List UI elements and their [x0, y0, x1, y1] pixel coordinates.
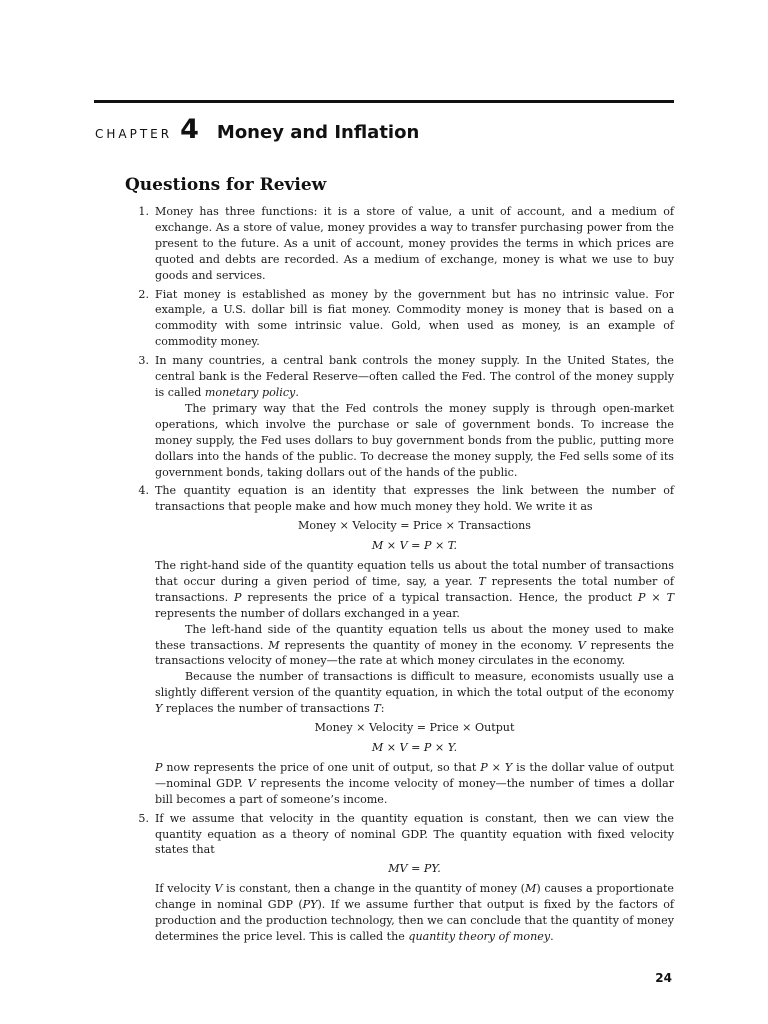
- question-body: [155, 483, 674, 515]
- chapter-heading: [95, 114, 675, 145]
- question-body: [155, 204, 674, 284]
- questions-list: [124, 204, 674, 945]
- paragraph: Because the number of transactions is difficult to measure, economists usually use a slightly different version of the quantity equation, in which the total output of the economy Y replaces the number of transactions T:: [155, 670, 674, 716]
- equation: MV = PY.: [388, 862, 441, 876]
- term-quantity-theory: quantity theory of money: [408, 929, 551, 943]
- chapter-number: 4: [180, 114, 199, 145]
- question-4-continued: [124, 518, 674, 807]
- chapter-label: CHAPTER: [95, 127, 173, 141]
- paragraph: The right-hand side of the quantity equation tells us about the total number of transactions that occur during a given period of time, say, a year. T represents the total number of transactions. P represents the price of a typical transaction. Hence, the product P × T represents the number of dollars exchanged in a year.: [155, 559, 675, 620]
- question-5-continued: [124, 861, 674, 945]
- paragraph: The left-hand side of the quantity equation tells us about the money used to make these transactions. M represents the quantity of money in the economy. V represents the transactions velocity of money—the rate at which money circulates in the economy.: [155, 622, 674, 668]
- question-body: [155, 353, 674, 480]
- question-4: [124, 483, 674, 515]
- paragraph: If we assume that velocity in the quantity equation is constant, then we can view the quantity equation as a theory of nominal GDP. The quantity equation with fixed velocity states that: [155, 811, 674, 857]
- page-number: 24: [655, 971, 672, 985]
- equation: M × V = P × T.: [371, 539, 458, 553]
- paragraph: Fiat money is established as money by the government but has no intrinsic value. For example, a U.S. dollar bill is fiat money. Commodity money is money that is based on a commodity with some intrinsic value. Gold, when used as money, is an example of commodity money.: [155, 287, 674, 349]
- paragraph: Money has three functions: it is a store of value, a unit of account, and a medium of exchange. As a store of value, money provides a way to transfer purchasing power from the present to the future. As a unit of account, money provides the terms in which prices are quoted and debts are recorded. As a medium of exchange, money is what we use to buy goods and services.: [155, 205, 674, 282]
- question-5: [124, 811, 674, 859]
- paragraph: In many countries, a central bank controls the money supply. In the United States, the central bank is the Federal Reserve—often called the Fed. The control of the money supply is called monetary policy.: [155, 354, 674, 399]
- question-number: 5.: [138, 811, 149, 825]
- top-rule: [94, 100, 674, 103]
- section-title: Questions for Review: [125, 175, 327, 195]
- paragraph: The primary way that the Fed controls the money supply is through open-market operations, which involve the purchase or sale of government bonds. To increase the money supply, the Fed uses dollars to buy government bonds from the public, putting more dollars into the hands of the public. To decrease the money supply, the Fed sells some of its government bonds, taking dollars out of the hands of the public.: [155, 401, 674, 479]
- question-number: 3.: [138, 354, 149, 368]
- equation: Money × Velocity = Price × Transactions: [298, 519, 531, 533]
- paragraph: If velocity V is constant, then a change in the quantity of money (M) causes a proportionate change in nominal GDP (PY). If we assume further that output is fixed by the factors of production and the production technology, then we can conclude that the quantity of money determines the price level. This is called the quantity theory of money.: [155, 882, 674, 943]
- question-1: [124, 204, 674, 284]
- chapter-title: Money and Inflation: [216, 122, 420, 143]
- question-3: [124, 353, 674, 480]
- equation: Money × Velocity = Price × Output: [314, 721, 515, 735]
- question-body: [155, 287, 674, 351]
- question-number: 2.: [138, 287, 149, 301]
- paragraph: The quantity equation is an identity that expresses the link between the number of transactions that people make and how much money they hold. We write it as: [155, 484, 674, 514]
- term-monetary-policy: monetary policy: [204, 385, 296, 399]
- equation: M × V = P × Y.: [371, 741, 458, 754]
- question-2: [124, 287, 674, 351]
- paragraph: P now represents the price of one unit of output, so that P × Y is the dollar value of output—nominal GDP. V represents the income velocity of money—the number of times a dollar bill becomes a part of someone’s income.: [155, 760, 675, 806]
- question-body: [155, 811, 674, 859]
- question-number: 1.: [138, 205, 149, 218]
- question-number: 4.: [138, 484, 149, 498]
